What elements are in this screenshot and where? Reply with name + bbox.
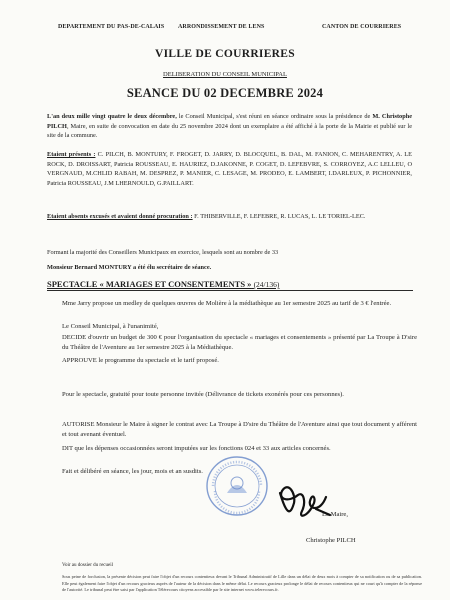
mayor-signature (268, 473, 338, 527)
authorize-paragraph (62, 420, 417, 441)
signer-name: Christophe PILCH (306, 537, 356, 544)
absents-label: Etaient absents excusés et avaient donné procuration : (47, 213, 193, 220)
free-entry-paragraph: Pour le spectacle, gratuité pour toute personne invitée (Délivrance de tickets exonérés pour ces personnes). (62, 391, 344, 398)
deliberation-label: DELIBERATION DU CONSEIL MUNICIPAL (163, 71, 287, 78)
document-title: VILLE DE COURRIERES (155, 48, 295, 60)
authorize-verb: AUTORISE (62, 421, 95, 428)
absents-names: F. THIBERVILLE, F. LEFEBRE, R. LUCAS, L. LE TORIEL-LEC. (192, 213, 366, 220)
closing-paragraph: Fait et délibéré en séance, les jour, mois et an susdits. (62, 468, 203, 475)
proposal-paragraph: Mme Jarry propose un medley de quelques œuvres de Molière à la médiathèque au 1er semestre 2025 au tarif de 3 € l'entrée. (62, 300, 392, 307)
intro-mayor: M. Christophe PILCH (47, 113, 412, 130)
section-heading (47, 279, 413, 291)
presents-label: Etaient présents : (47, 151, 96, 158)
intro-lead: L'an deux mille vingt quatre le deux décembre, (47, 113, 177, 120)
intro-paragraph (47, 112, 412, 141)
authorize-text: Monsieur le Maire à signer le contrat avec La Troupe à D'sire du Théâtre de l'Aventure ainsi que tout document y afférent et tout avenant éventuel. (62, 421, 417, 439)
legal-footnote: Sous peine de forclusion, la présente décision peut faire l'objet d'un recours contentieux devant le Tribunal Administratif de Lille dans un délai de deux mois à compter de sa notification ou de sa publication. Elle peut également faire l'objet d'un recours gracieux auprès de l'auteur de la décision dans le même délai. Le recours gracieux prolonge le délai de recours contentieux qui ne court qu'à compter de la réponse de l'autorité. Le tribunal peut être saisi par l'application Télérecours citoyens accessible par le site internet www.telerecours.fr. (62, 574, 422, 593)
header-arrondissement: ARRONDISSEMENT DE LENS (178, 24, 265, 30)
town-seal-stamp (205, 455, 269, 517)
signer-salutation: Le Maire, (322, 511, 348, 518)
decide-text: d'ouvrir un budget de 300 € pour l'organisation du spectacle « mariages et consentements » présenté par La Troupe à D'sire du Théâtre de l'Aventure au 1er semestre 2025 à la Médiathèque. (62, 334, 417, 352)
header-canton: CANTON DE COURRIERES (322, 24, 402, 30)
left-note: Voir au dossier du recueil (62, 563, 114, 568)
presents-paragraph (47, 150, 412, 189)
document-header (0, 24, 450, 34)
header-department: DEPARTEMENT DU PAS-DE-CALAIS (58, 24, 165, 30)
intro-text-2: , Maire, en suite de convocation en date du 25 novembre 2024 dont un exemplaire a été affiché à la porte de la Mairie et publié sur le site de la commune. (47, 122, 412, 140)
section-number: (24/136) (253, 280, 280, 289)
presents-names: C. PILCH, B. MONTURY, F. FROGET, D. JARRY, D. BLOCQUEL, B. DAL, M. FANION, C. MEHARENTRY, A. LE ROCK, D. DROISSART, Patricia ROUSSEAU, E. HAURIEZ, D.JAKONNE, P. COGET, D. LEFEBVRE, S. CORROYEZ, A.C LELLEU, O VERGNAUD, M.CHLID RABAH, M. DESPREZ, P. MANIER, C. LESAGE, M. PRODEO, E. LAMBERT, I.DARLEUX, P. PICHONNIER, Patricia ROUSSEAU, J.M LHERNOULD, G.PAILLART. (47, 151, 412, 188)
section-title: SPECTACLE « MARIAGES ET CONSENTEMENTS » (47, 279, 252, 289)
intro-text-1: le Conseil Municipal, s'est réuni en séance ordinaire sous la présidence de (176, 113, 373, 120)
expenses-paragraph (62, 444, 417, 454)
unanimity-paragraph: Le Conseil Municipal, à l'unanimité, (62, 323, 159, 330)
approve-text: le programme du spectacle et le tarif proposé. (96, 357, 219, 364)
seance-date: SEANCE DU 02 DECEMBRE 2024 (126, 86, 324, 100)
secretary-text: Monsieur Bernard MONTURY a été élu secrétaire de séance. (47, 264, 212, 271)
expenses-verb: DIT (62, 445, 73, 452)
decide-paragraph (62, 333, 417, 354)
absents-paragraph (47, 212, 412, 222)
approve-paragraph (62, 356, 417, 366)
decide-verb: DECIDE (62, 334, 87, 341)
expenses-text: que les dépenses occasionnées seront imputées sur les fonctions 024 et 33 aux articles concernés. (72, 445, 331, 452)
quorum-text: Formant la majorité des Conseillers Municipaux en exercice, lesquels sont au nombre de 33 (47, 249, 279, 256)
approve-verb: APPROUVE (62, 357, 97, 364)
